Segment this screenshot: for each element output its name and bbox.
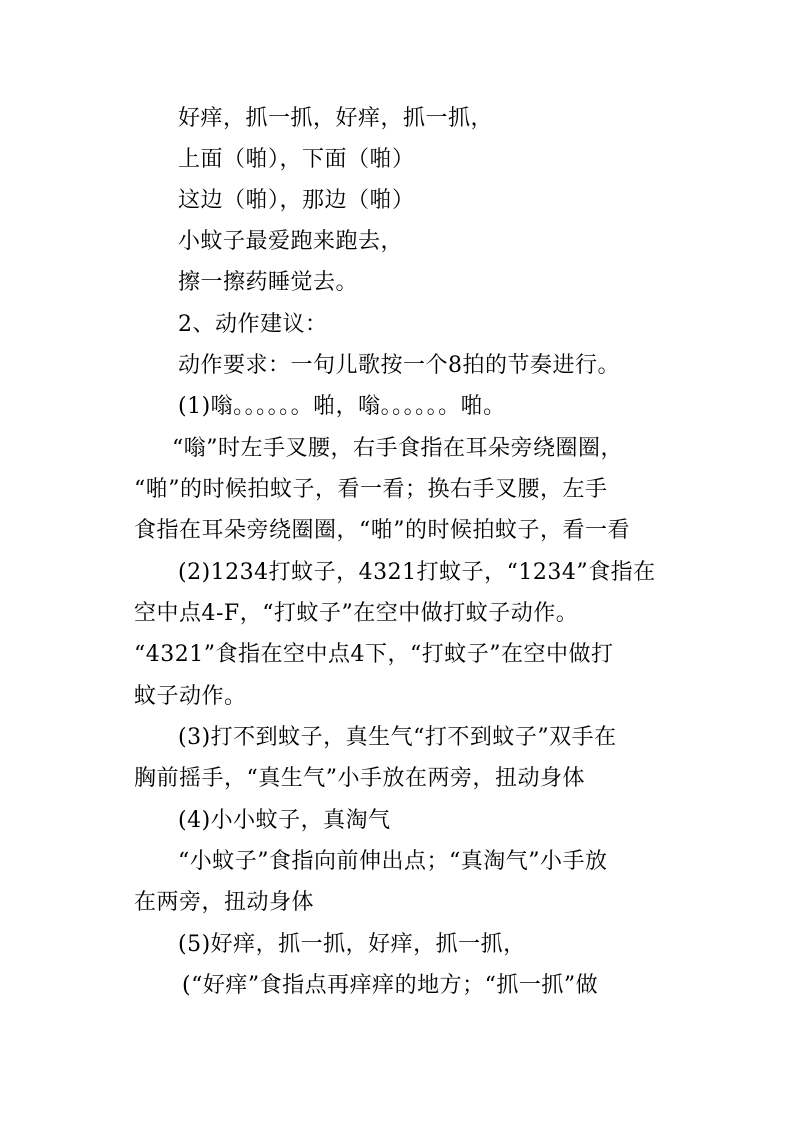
text-line: “小蚊子”食指向前伸出点；“真淘气”小手放: [178, 849, 608, 874]
text-line: 好痒，抓一抓，好痒，抓一抓，: [178, 106, 494, 131]
section-heading: 2、动作建议：: [178, 312, 328, 337]
text-line: “嗡”时左手叉腰，右手食指在耳朵旁绕圈圈，: [172, 436, 623, 461]
text-line: “啪”的时候拍蚊子，看一看；换右手叉腰，左手: [134, 477, 608, 502]
list-item: (3)打不到蚊子，真生气“打不到蚊子”双手在: [178, 725, 617, 750]
list-item: (1)嗡。。。。。。啪，嗡。。。。。。啪。: [178, 394, 506, 419]
text-line: 空中点4-F，“打蚊子”在空中做打蚊子动作。: [134, 601, 579, 626]
list-item: (5)好痒，抓一抓，好痒，抓一抓，: [178, 932, 526, 957]
text-line: 擦一擦药睡觉去。: [178, 270, 359, 295]
list-item: (2)1234打蚊子，4321打蚊子，“1234”食指在: [178, 560, 656, 585]
text-line: (“好痒”食指点再痒痒的地方；“抓一抓”做: [182, 973, 599, 998]
text-line: 这边（啪），那边（啪）: [178, 188, 415, 213]
text-line: 蚊子动作。: [134, 684, 247, 709]
text-line: 小蚊子最爱跑来跑去，: [178, 229, 404, 254]
text-line: 动作要求：一句儿歌按一个8拍的节奏进行。: [178, 353, 620, 378]
text-line: “4321”食指在空中点4下，“打蚊子”在空中做打: [134, 642, 614, 667]
text-line: 胸前摇手，“真生气”小手放在两旁，扭动身体: [134, 766, 585, 791]
text-line: 上面（啪），下面（啪）: [178, 147, 415, 172]
text-line: 食指在耳朵旁绕圈圈，“啪”的时候拍蚊子，看一看: [134, 518, 630, 543]
text-line: 在两旁，扭动身体: [134, 890, 315, 915]
list-item: (4)小小蚊子，真淘气: [178, 808, 391, 833]
